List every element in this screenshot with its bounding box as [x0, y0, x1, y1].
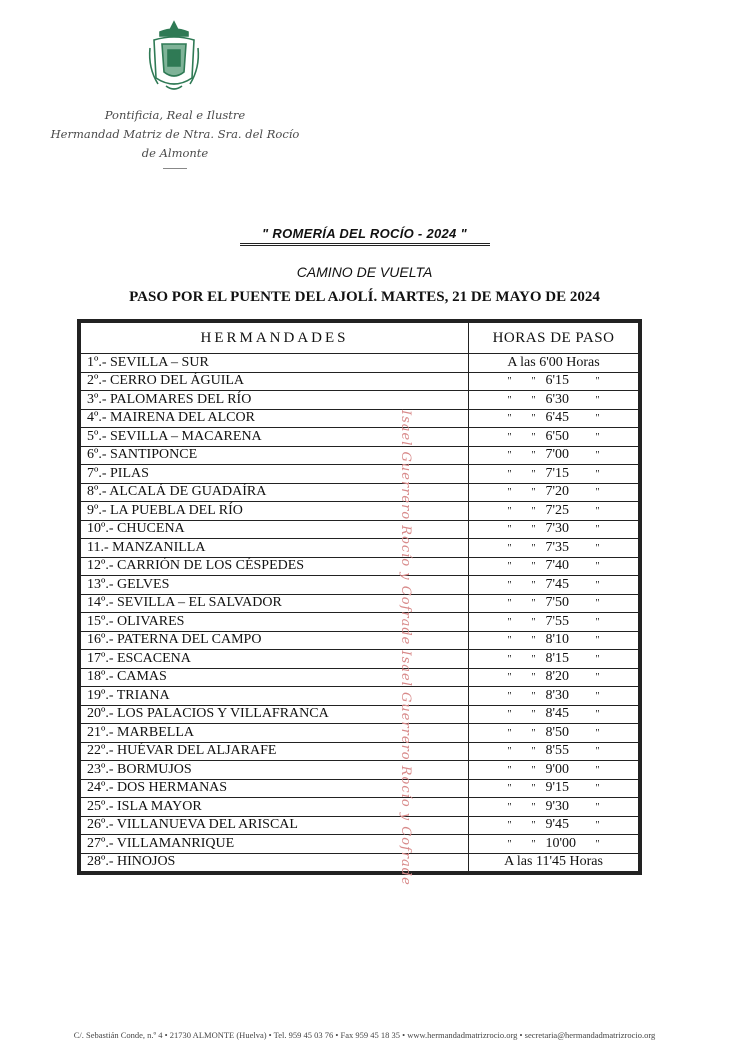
ditto-mark: "	[531, 764, 536, 776]
time-value: 9'45	[545, 817, 570, 833]
footer-contact: C/. Sebastián Conde, n.º 4 • 21730 ALMONTE (Huelva) • Tel. 959 45 03 76 • Fax 959 45 18 35 • www.hermandadmatrizrocio.org • secretaria@hermandadmatrizrocio.org	[73, 1030, 656, 1040]
passing-time	[469, 409, 640, 428]
ditto-mark: "	[531, 579, 536, 591]
table-row	[80, 724, 639, 743]
ditto-mark: "	[595, 431, 600, 443]
event-title-underline	[240, 243, 490, 246]
ditto-mark: "	[507, 376, 512, 388]
ditto-mark: "	[531, 616, 536, 628]
time-value: 7'40	[545, 558, 570, 574]
ditto-mark: "	[507, 431, 512, 443]
passing-time	[469, 372, 640, 391]
passing-time	[469, 779, 640, 798]
passing-time	[469, 465, 640, 484]
ditto-mark: "	[531, 394, 536, 406]
ditto-mark: "	[595, 653, 600, 665]
time-value: 7'00	[545, 447, 570, 463]
ditto-mark: "	[595, 376, 600, 388]
table-row	[80, 594, 639, 613]
hermandad-name: 6º.- SANTIPONCE	[80, 446, 469, 465]
schedule-table	[79, 321, 640, 873]
table-row	[80, 354, 639, 373]
ditto-mark: "	[595, 635, 600, 647]
time-value: 9'15	[545, 780, 570, 796]
time-value: 8'10	[545, 632, 570, 648]
passing-time	[469, 483, 640, 502]
hermandad-name: 16º.- PATERNA DEL CAMPO	[80, 631, 469, 650]
route-subtitle: CAMINO DE VUELTA	[296, 264, 433, 280]
passing-time	[469, 835, 640, 854]
passing-time	[469, 668, 640, 687]
table-row	[80, 650, 639, 669]
hermandad-name: 3º.- PALOMARES DEL RÍO	[80, 391, 469, 410]
passing-time	[469, 502, 640, 521]
ditto-mark: "	[507, 746, 512, 758]
time-value: 7'35	[545, 539, 570, 555]
time-value: 8'50	[545, 724, 570, 740]
ditto-mark: "	[595, 394, 600, 406]
ditto-mark: "	[595, 672, 600, 684]
ditto-mark: "	[531, 487, 536, 499]
time-value: 7'20	[545, 484, 570, 500]
hermandad-name: 20º.- LOS PALACIOS Y VILLAFRANCA	[80, 705, 469, 724]
table-row	[80, 409, 639, 428]
table-row	[80, 520, 639, 539]
ditto-mark: "	[507, 820, 512, 832]
passing-time	[469, 557, 640, 576]
hermandad-name: 4º.- MAIRENA DEL ALCOR	[80, 409, 469, 428]
passing-time: A las 11'45 Horas	[469, 853, 640, 872]
coat-of-arms-icon	[146, 18, 202, 94]
passing-time	[469, 520, 640, 539]
passing-time	[469, 761, 640, 780]
passing-time	[469, 816, 640, 835]
ditto-mark: "	[531, 653, 536, 665]
table-row	[80, 705, 639, 724]
time-value: 8'45	[545, 706, 570, 722]
ditto-mark: "	[507, 598, 512, 610]
ditto-mark: "	[507, 764, 512, 776]
passing-time	[469, 446, 640, 465]
ditto-mark: "	[507, 801, 512, 813]
table-row	[80, 391, 639, 410]
ditto-mark: "	[507, 838, 512, 850]
passing-time	[469, 687, 640, 706]
passing-time: A las 6'00 Horas	[469, 354, 640, 373]
ditto-mark: "	[595, 838, 600, 850]
event-title-block	[0, 226, 729, 246]
ditto-mark: "	[531, 801, 536, 813]
passing-time	[469, 594, 640, 613]
ditto-mark: "	[531, 838, 536, 850]
passing-time	[469, 798, 640, 817]
hermandad-name: 25º.- ISLA MAYOR	[80, 798, 469, 817]
hermandad-name: 13º.- GELVES	[80, 576, 469, 595]
ditto-mark: "	[531, 820, 536, 832]
ditto-mark: "	[531, 524, 536, 536]
table-row	[80, 631, 639, 650]
ditto-mark: "	[507, 542, 512, 554]
hermandad-name: 22º.- HUÉVAR DEL ALJARAFE	[80, 742, 469, 761]
passing-time	[469, 576, 640, 595]
table-row	[80, 372, 639, 391]
passing-time	[469, 724, 640, 743]
ditto-mark: "	[531, 542, 536, 554]
time-value: 8'20	[545, 669, 570, 685]
table-row	[80, 446, 639, 465]
time-value: 6'45	[545, 410, 570, 426]
table-row	[80, 428, 639, 447]
org-divider	[163, 168, 187, 169]
ditto-mark: "	[507, 394, 512, 406]
ditto-mark: "	[595, 505, 600, 517]
ditto-mark: "	[595, 524, 600, 536]
hermandad-name: 18º.- CAMAS	[80, 668, 469, 687]
ditto-mark: "	[595, 727, 600, 739]
time-value: 8'15	[545, 650, 570, 666]
ditto-mark: "	[595, 616, 600, 628]
column-header-horas: HORAS DE PASO	[469, 322, 640, 354]
table-row	[80, 761, 639, 780]
ditto-mark: "	[507, 616, 512, 628]
ditto-mark: "	[507, 672, 512, 684]
ditto-mark: "	[531, 690, 536, 702]
hermandad-name: 28º.- HINOJOS	[80, 853, 469, 872]
ditto-mark: "	[507, 450, 512, 462]
ditto-mark: "	[531, 635, 536, 647]
ditto-mark: "	[507, 690, 512, 702]
table-row	[80, 798, 639, 817]
table-row	[80, 465, 639, 484]
table-row	[80, 557, 639, 576]
ditto-mark: "	[507, 487, 512, 499]
hermandad-name: 7º.- PILAS	[80, 465, 469, 484]
ditto-mark: "	[595, 468, 600, 480]
table-row	[80, 835, 639, 854]
hermandad-name: 21º.- MARBELLA	[80, 724, 469, 743]
passing-time	[469, 428, 640, 447]
ditto-mark: "	[531, 783, 536, 795]
passing-time	[469, 539, 640, 558]
time-value: 9'30	[545, 798, 570, 814]
ditto-mark: "	[507, 727, 512, 739]
ditto-mark: "	[507, 783, 512, 795]
ditto-mark: "	[507, 468, 512, 480]
hermandad-name: 27º.- VILLAMANRIQUE	[80, 835, 469, 854]
ditto-mark: "	[595, 598, 600, 610]
hermandad-name: 17º.- ESCACENA	[80, 650, 469, 669]
table-row	[80, 816, 639, 835]
table-row	[80, 742, 639, 761]
ditto-mark: "	[595, 801, 600, 813]
time-value: 7'25	[545, 502, 570, 518]
time-value: 8'30	[545, 687, 570, 703]
ditto-mark: "	[531, 746, 536, 758]
org-line-1: Pontificia, Real e Ilustre	[104, 108, 246, 122]
passing-time	[469, 650, 640, 669]
time-value: 6'15	[545, 373, 570, 389]
table-row	[80, 779, 639, 798]
time-value: 8'55	[545, 743, 570, 759]
table-row	[80, 502, 639, 521]
event-title: " ROMERÍA DEL ROCÍO - 2024 "	[262, 226, 467, 241]
passing-time	[469, 613, 640, 632]
ditto-mark: "	[595, 764, 600, 776]
ditto-mark: "	[595, 783, 600, 795]
table-header-row	[80, 322, 639, 354]
table-row	[80, 853, 639, 872]
ditto-mark: "	[507, 653, 512, 665]
organization-name	[20, 106, 330, 169]
ditto-mark: "	[507, 505, 512, 517]
hermandad-name: 12º.- CARRIÓN DE LOS CÉSPEDES	[80, 557, 469, 576]
hermandad-name: 2º.- CERRO DEL ÁGUILA	[80, 372, 469, 391]
time-value: 6'50	[545, 428, 570, 444]
ditto-mark: "	[507, 561, 512, 573]
ditto-mark: "	[507, 413, 512, 425]
column-header-hermandades: HERMANDADES	[80, 322, 469, 354]
passing-time	[469, 391, 640, 410]
time-value: 7'45	[545, 576, 570, 592]
table-body	[80, 354, 639, 873]
hermandad-name: 8º.- ALCALÁ DE GUADAÍRA	[80, 483, 469, 502]
ditto-mark: "	[531, 431, 536, 443]
schedule-table-frame	[77, 319, 642, 875]
ditto-mark: "	[531, 672, 536, 684]
hermandad-name: 19º.- TRIANA	[80, 687, 469, 706]
org-line-3: de Almonte	[141, 146, 209, 160]
ditto-mark: "	[595, 690, 600, 702]
ditto-mark: "	[595, 413, 600, 425]
ditto-mark: "	[507, 579, 512, 591]
ditto-mark: "	[595, 746, 600, 758]
hermandad-name: 9º.- LA PUEBLA DEL RÍO	[80, 502, 469, 521]
time-value: 7'55	[545, 613, 570, 629]
hermandad-name: 26º.- VILLANUEVA DEL ARISCAL	[80, 816, 469, 835]
hermandad-name: 10º.- CHUCENA	[80, 520, 469, 539]
ditto-mark: "	[595, 579, 600, 591]
ditto-mark: "	[507, 709, 512, 721]
passing-time	[469, 705, 640, 724]
ditto-mark: "	[531, 505, 536, 517]
ditto-mark: "	[595, 542, 600, 554]
passing-time	[469, 742, 640, 761]
table-row	[80, 687, 639, 706]
time-value: 10'00	[545, 835, 577, 851]
ditto-mark: "	[595, 561, 600, 573]
ditto-mark: "	[595, 820, 600, 832]
time-value: 7'15	[545, 465, 570, 481]
table-row	[80, 613, 639, 632]
time-value: 7'30	[545, 521, 570, 537]
ditto-mark: "	[507, 524, 512, 536]
time-value: 9'00	[545, 761, 570, 777]
passing-time	[469, 631, 640, 650]
ditto-mark: "	[531, 727, 536, 739]
time-value: 7'50	[545, 595, 570, 611]
table-row	[80, 539, 639, 558]
ditto-mark: "	[531, 709, 536, 721]
org-line-2: Hermandad Matriz de Ntra. Sra. del Rocío	[50, 127, 300, 141]
watermark: Isael Guerrero Rocío y Cofrade Isael Guerrero Rocío y Cofrade	[398, 410, 413, 886]
hermandad-name: 24º.- DOS HERMANAS	[80, 779, 469, 798]
ditto-mark: "	[507, 635, 512, 647]
hermandad-name: 15º.- OLIVARES	[80, 613, 469, 632]
ditto-mark: "	[531, 468, 536, 480]
ditto-mark: "	[531, 598, 536, 610]
hermandad-name: 23º.- BORMUJOS	[80, 761, 469, 780]
table-row	[80, 483, 639, 502]
passing-heading: PASO POR EL PUENTE DEL AJOLÍ. MARTES, 21 DE MAYO DE 2024	[129, 289, 600, 305]
ditto-mark: "	[595, 450, 600, 462]
time-value: 6'30	[545, 391, 570, 407]
table-row	[80, 668, 639, 687]
hermandad-name: 14º.- SEVILLA – EL SALVADOR	[80, 594, 469, 613]
ditto-mark: "	[531, 561, 536, 573]
hermandad-name: 5º.- SEVILLA – MACARENA	[80, 428, 469, 447]
ditto-mark: "	[595, 709, 600, 721]
ditto-mark: "	[531, 413, 536, 425]
ditto-mark: "	[595, 487, 600, 499]
hermandad-name: 11.- MANZANILLA	[80, 539, 469, 558]
ditto-mark: "	[531, 376, 536, 388]
table-row	[80, 576, 639, 595]
hermandad-name: 1º.- SEVILLA – SUR	[80, 354, 469, 373]
ditto-mark: "	[531, 450, 536, 462]
